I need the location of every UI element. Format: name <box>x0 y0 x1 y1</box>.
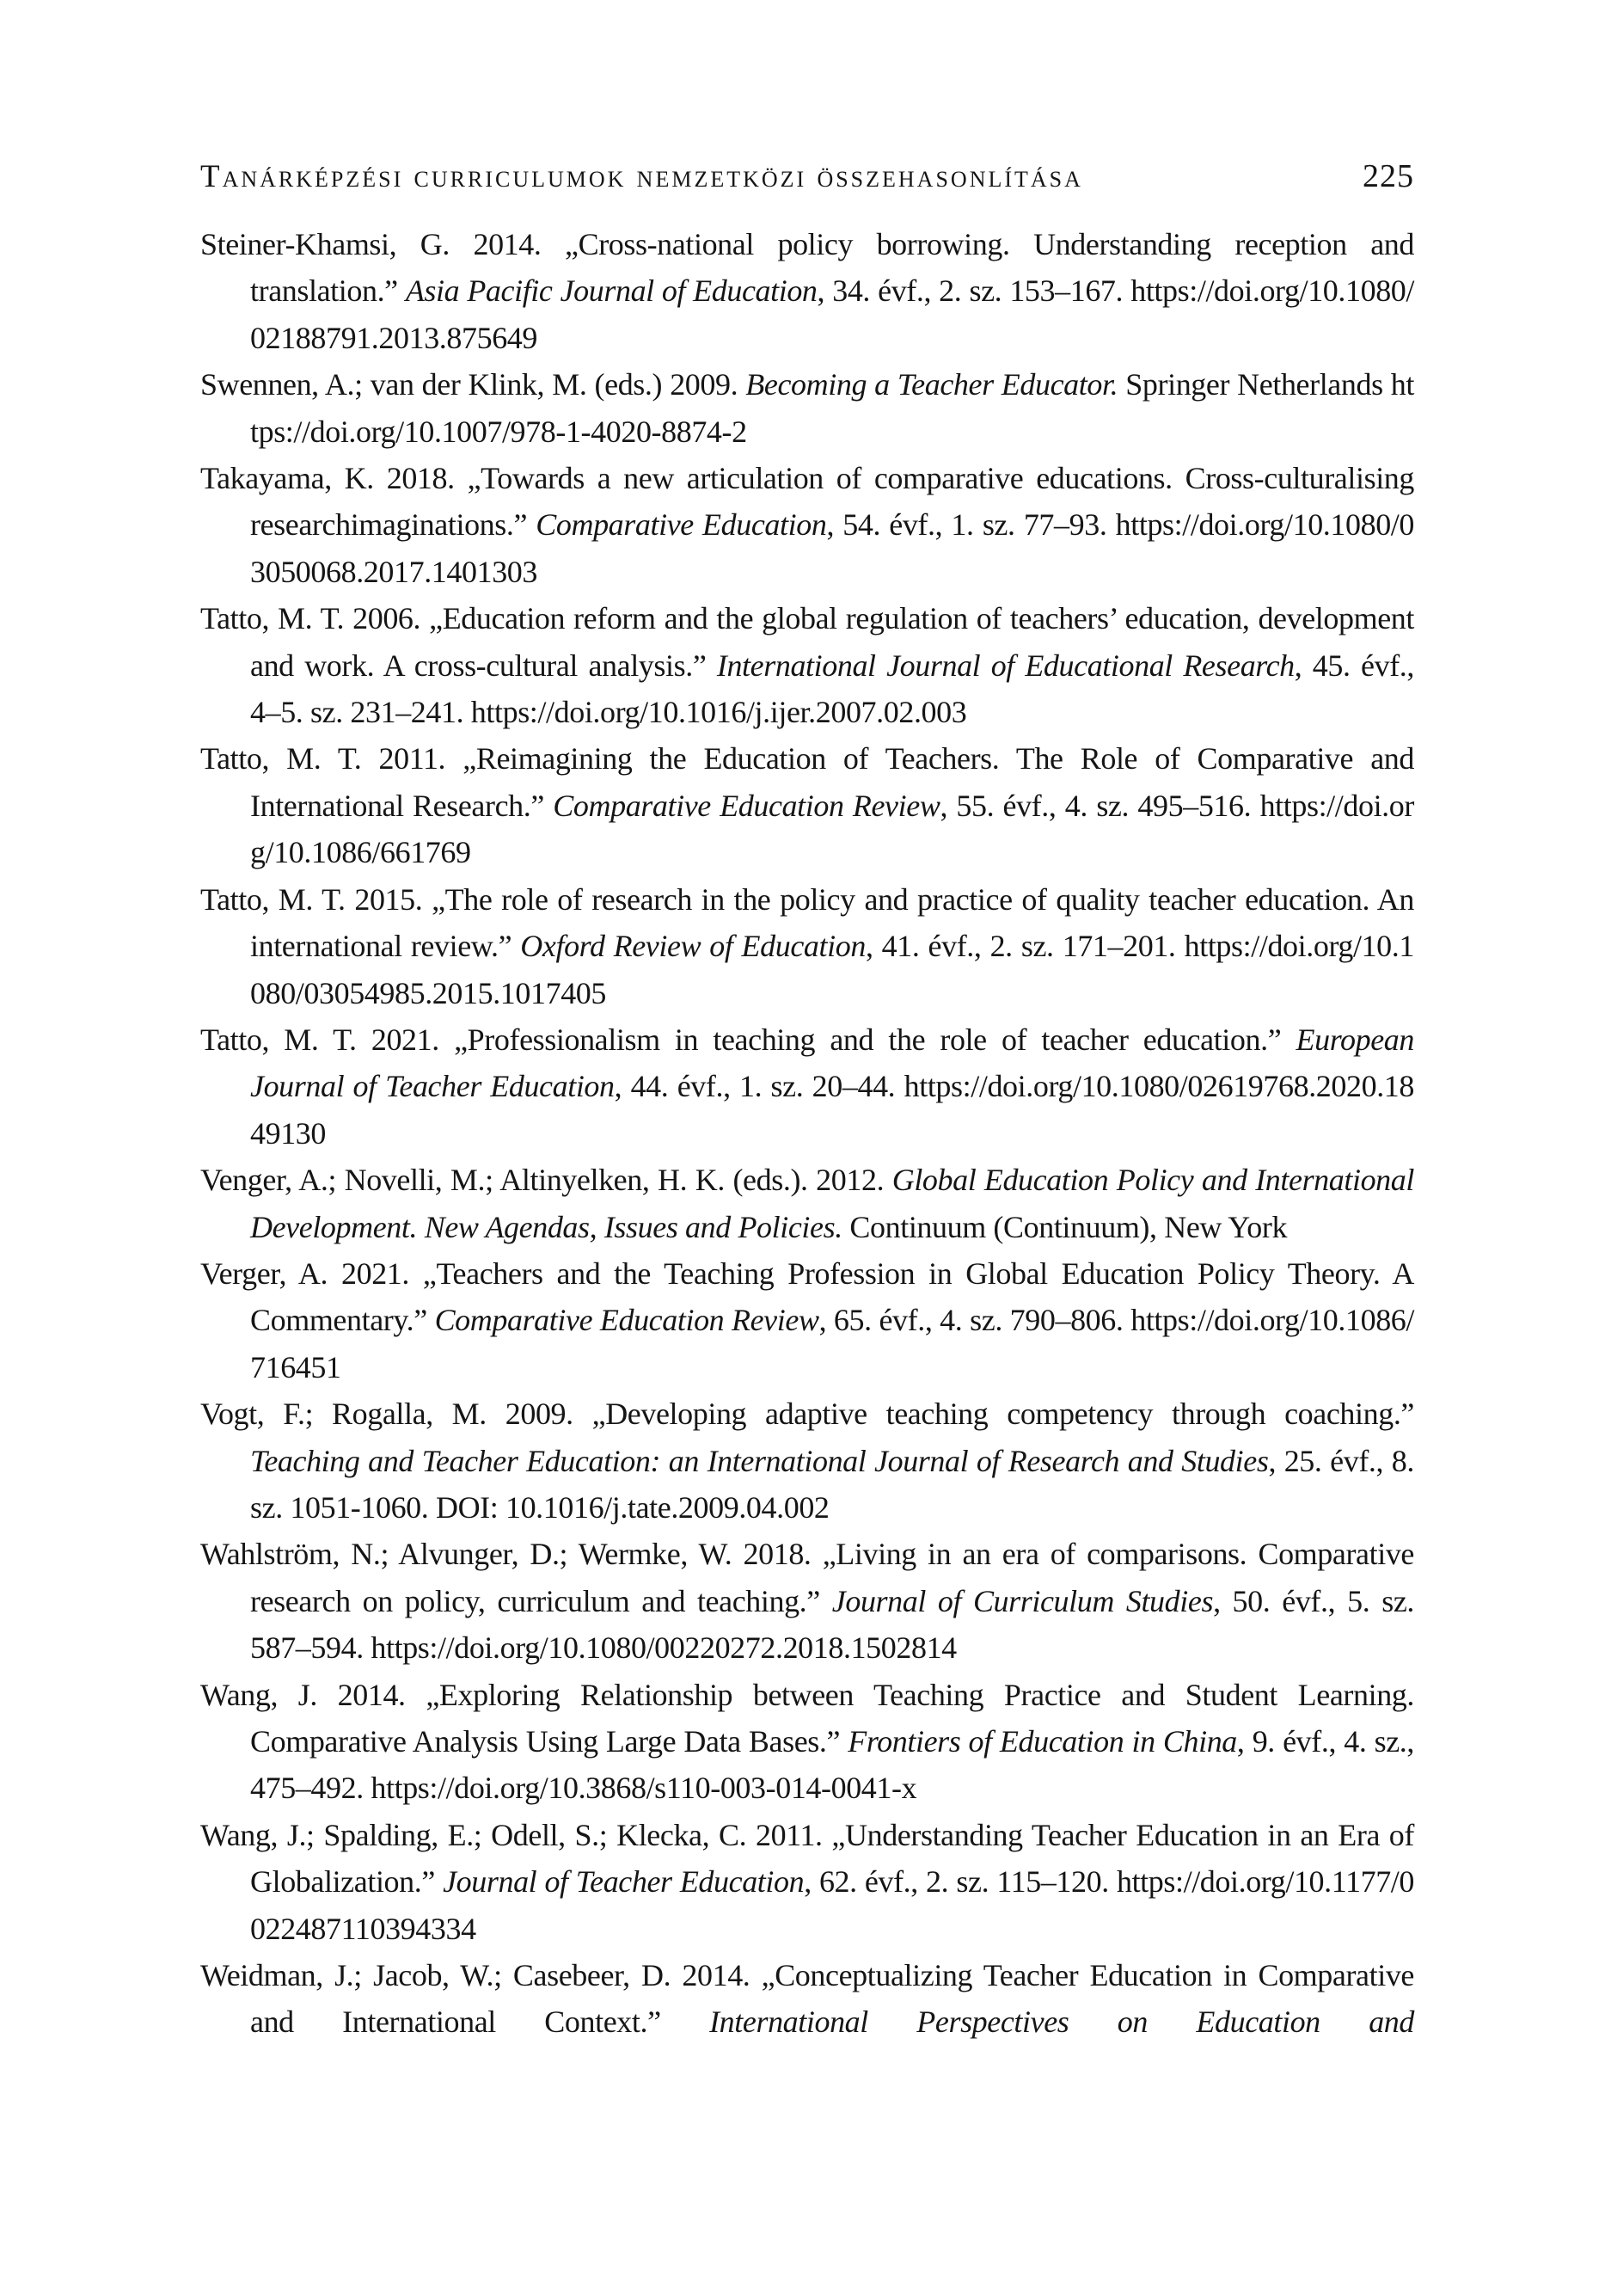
reference-text: Wang, J.; Spalding, E.; Odell, S.; Klecka, C. 2011. „Understanding Teacher Education in an Era of Globalization.” <box>200 1817 1414 1900</box>
reference-journal-title: Global Education Policy and International Development. New Agendas, Issues and Policies. <box>250 1163 1414 1244</box>
reference-text: , 25. évf., 8. sz. 1051-1060. DOI: 10.1016/j.tate.2009.04.002 <box>250 1443 1414 1525</box>
reference-journal-title: International Journal of Educational Research <box>716 648 1295 683</box>
reference-doi-link: https://doi.org/10.3868/s110-003-014-0041-x <box>371 1771 917 1806</box>
page-number: 225 <box>1363 158 1414 194</box>
reference-text: , 54. évf., 1. sz. 77–93. <box>826 507 1116 543</box>
reference-journal-title: Comparative Education Review <box>434 1303 819 1338</box>
running-head: Tanárképzési curriculumok nemzetközi összehasonlítása <box>200 159 1083 194</box>
reference-journal-title: Asia Pacific Journal of Education <box>405 273 818 309</box>
reference-text: , 41. évf., 2. sz. 171–201. <box>865 929 1185 964</box>
reference-entry <box>200 455 1414 595</box>
reference-journal-title: Comparative Education Review <box>553 788 940 823</box>
reference-entry <box>200 1812 1414 1952</box>
reference-text: , 34. évf., 2. sz. 153–167. <box>817 273 1131 309</box>
reference-doi-link: https://doi.org/10.1086/716451 <box>250 1303 1414 1384</box>
reference-text: Tatto, M. T. 2021. „Professionalism in teaching and the role of teacher education.” <box>200 1022 1296 1057</box>
reference-text: Weidman, J.; Jacob, W.; Casebeer, D. 2014. „Conceptualizing Teacher Education in Comparative and International Context.” <box>200 1958 1414 2040</box>
reference-entry <box>200 361 1414 455</box>
reference-text: , 65. évf., 4. sz. 790–806. <box>818 1303 1131 1338</box>
reference-journal-title: Teaching and Teacher Education: an International Journal of Research and Studies <box>250 1443 1269 1478</box>
reference-text: , 55. évf., 4. sz. 495–516. <box>940 788 1260 823</box>
reference-text: Verger, A. 2021. „Teachers and the Teaching Profession in Global Education Policy Theory. A Commentary.” <box>200 1255 1414 1338</box>
reference-text: , 9. évf., 4. sz., 475–492. <box>250 1724 1415 1806</box>
reference-journal-title: European Journal of Teacher Education <box>250 1022 1414 1104</box>
reference-doi-link: https://doi.org/10.1086/661769 <box>250 788 1414 870</box>
reference-entry <box>200 1157 1414 1250</box>
reference-journal-title: Journal of Teacher Education <box>443 1864 805 1900</box>
reference-entry <box>200 1250 1414 1390</box>
reference-journal-title: Journal of Curriculum Studies <box>831 1583 1214 1618</box>
reference-doi-link: https://doi.org/10.1016/j.ijer.2007.02.003 <box>470 695 967 730</box>
reference-text: , 45. évf., 4–5. sz. 231–241. <box>250 648 1415 730</box>
reference-doi-link: https://doi.org/10.1080/00220272.2018.1502814 <box>371 1630 957 1666</box>
reference-doi-link: https://doi.org/10.1007/978-1-4020-8874-2 <box>250 367 1414 449</box>
reference-entry <box>200 876 1414 1016</box>
reference-text: Vogt, F.; Rogalla, M. 2009. „Developing adaptive teaching competency through coaching.” <box>200 1397 1414 1432</box>
reference-entry <box>200 1952 1414 2046</box>
reference-text: Tatto, M. T. 2011. „Reimagining the Education of Teachers. The Role of Comparative and International Research.” <box>200 741 1414 823</box>
reference-text: Tatto, M. T. 2015. „The role of research in the policy and practice of quality teacher education. An international review.” <box>200 881 1414 964</box>
reference-entry <box>200 1016 1414 1157</box>
reference-entry <box>200 595 1414 735</box>
reference-journal-title: International Perspectives on Education and <box>709 2004 1414 2040</box>
reference-journal-title: Becoming a Teacher Educator. <box>745 367 1118 402</box>
reference-entry <box>200 1672 1414 1812</box>
reference-text: Continuum (Continuum), New York <box>842 1209 1288 1244</box>
reference-entry <box>200 221 1414 361</box>
reference-text: Takayama, K. 2018. „Towards a new articulation of comparative educations. Cross-culturalising researchimaginations.” <box>200 461 1414 543</box>
page-header <box>200 157 1414 195</box>
reference-journal-title: Oxford Review of Education <box>520 929 866 964</box>
reference-text: Swennen, A.; van der Klink, M. (eds.) 2009. <box>200 367 746 402</box>
reference-doi-link: https://doi.org/10.1080/03050068.2017.1401303 <box>250 507 1415 589</box>
reference-text: , 50. évf., 5. sz. 587–594. <box>250 1583 1415 1666</box>
reference-journal-title: Frontiers of Education in China <box>848 1724 1237 1759</box>
reference-text: Wahlström, N.; Alvunger, D.; Wermke, W. 2018. „Living in an era of comparisons. Comparative research on policy, curriculum and teaching.” <box>200 1537 1414 1618</box>
references-list <box>200 221 1414 2046</box>
reference-entry <box>200 1390 1414 1531</box>
reference-text: , 62. évf., 2. sz. 115–120. <box>804 1864 1117 1900</box>
reference-text: Steiner-Khamsi, G. 2014. „Cross-national policy borrowing. Understanding reception and translation.” <box>200 227 1414 309</box>
reference-entry <box>200 735 1414 875</box>
reference-text: Springer Netherlands <box>1118 367 1391 402</box>
reference-doi-link: https://doi.org/10.1080/02619768.2020.1849130 <box>250 1069 1414 1151</box>
reference-text: , 44. évf., 1. sz. 20–44. <box>614 1069 904 1104</box>
reference-doi-link: https://doi.org/10.1080/03054985.2015.1017405 <box>250 929 1414 1010</box>
reference-text: Venger, A.; Novelli, M.; Altinyelken, H. K. (eds.). 2012. <box>200 1163 892 1198</box>
reference-journal-title: Comparative Education <box>536 507 827 543</box>
reference-text: Wang, J. 2014. „Exploring Relationship between Teaching Practice and Student Learning. Comparative Analysis Using Large Data Bases.” <box>200 1677 1414 1759</box>
reference-doi-link: https://doi.org/10.1177/0022487110394334 <box>250 1864 1415 1946</box>
reference-entry <box>200 1531 1414 1671</box>
reference-text: Tatto, M. T. 2006. „Education reform and the global regulation of teachers’ education, development and work. A cross-cultural analysis.” <box>200 601 1414 683</box>
reference-doi-link: https://doi.org/10.1080/02188791.2013.875649 <box>250 273 1414 355</box>
